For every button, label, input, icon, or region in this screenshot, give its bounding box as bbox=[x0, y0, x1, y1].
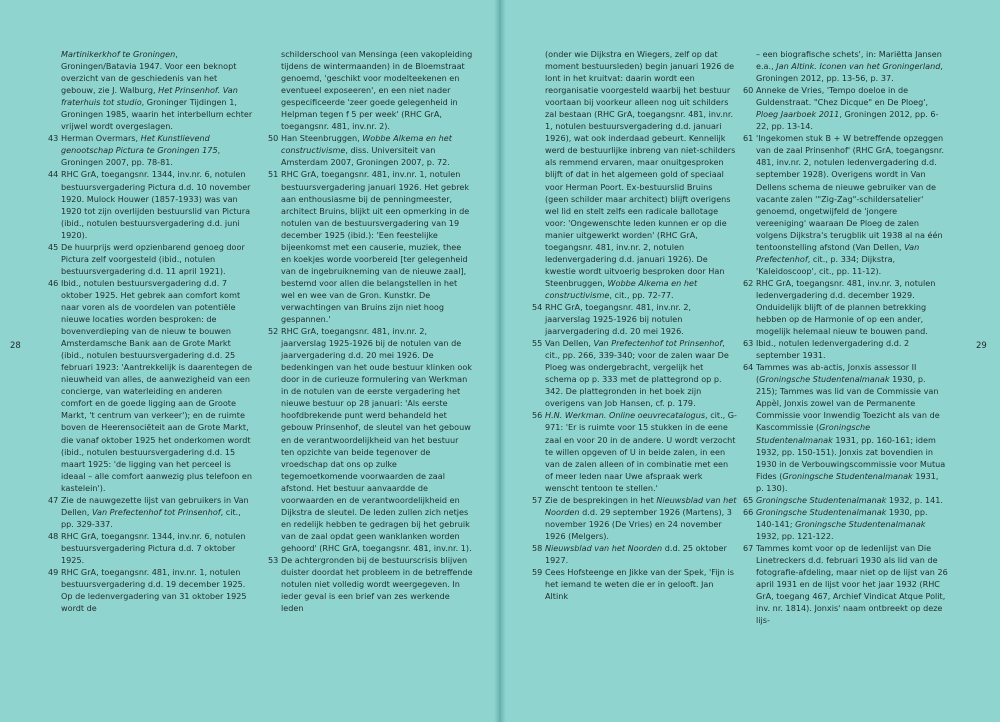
footnote-text: RHC GrA, toegangsnr. 481, inv.nr. 3, notulen ledenvergadering d.d. december 1929. Onduidelijk blijft of de plannen betrekking hebben op de Harmonie of op een ander, mogelijk helemaal nieuw te bouwen pand. bbox=[756, 277, 936, 337]
footnote-text: Tammes komt voor op de ledenlijst van Die Linetreckers d.d. februari 1930 als lid van de fotografie-afdeling, maar niet op de lijst van 26 april 1931 en de lijst voor het jaar 1932 (RHC GrA, toegang 467, Archief Vindicat Atque Polit, inv. nr. 1814). Jonxis' naam ontbreekt op deze lijs- bbox=[756, 542, 948, 626]
footnote-number: 43 bbox=[48, 133, 59, 144]
footnote bbox=[268, 554, 473, 614]
footnote-text: Anneke de Vries, 'Tempo doeloe in de Guldenstraat. "Chez Dicque" en De Ploeg', Ploeg Jaarboek 2011, Groningen 2012, pp. 6-22, pp. 13-14. bbox=[756, 85, 939, 132]
footnotes-column-4 bbox=[743, 48, 948, 626]
footnote-text: De achtergronden bij de bestuurscrisis blijven duister doordat het probleem in de betreffende notulen niet volledig wordt weergegeven. In ieder geval is een brief van zes werkende leden bbox=[281, 554, 473, 614]
footnote-text: Nieuwsblad van het Noorden d.d. 25 oktober 1927. bbox=[545, 542, 727, 565]
footnote-number: 64 bbox=[743, 362, 754, 373]
footnote bbox=[48, 48, 253, 132]
page-number-left: 28 bbox=[10, 341, 21, 351]
footnote-text: De huurprijs werd opzienbarend genoeg door Pictura zelf voorgesteld (ibid., notulen bestuursvergadering d.d. 11 april 1921). bbox=[61, 241, 245, 276]
footnote bbox=[743, 361, 948, 494]
footnote bbox=[743, 542, 948, 626]
footnote bbox=[48, 530, 253, 566]
footnote-number: 60 bbox=[743, 85, 754, 96]
footnote-text: Han Steenbruggen, Wobbe Alkema en het constructivisme, diss. Universiteit van Amsterdam 2007, Groningen 2007, p. 72. bbox=[281, 133, 452, 168]
footnote-text: Martinikerkhof te Groningen, Groningen/Batavia 1947. Voor een beknopt overzicht van de geschiedenis van het gebouw, zie J. Walburg, Het Prinsenhof. Van fraterhuis tot studio, Groninger Tijdingen 1, Groningen 1985, waarin het interbellum echter vrijwel wordt overgeslagen. bbox=[61, 49, 253, 132]
footnote bbox=[532, 409, 737, 493]
footnote-number: 59 bbox=[532, 567, 543, 578]
footnote bbox=[268, 48, 473, 132]
footnote-number: 52 bbox=[268, 326, 279, 337]
footnote-number: 46 bbox=[48, 277, 59, 288]
footnote-text: Tammes was ab-actis, Jonxis assessor II (Groningsche Studentenalmanak 1930, p. 215); Tammes was lid van de Commissie van Appèl, Jonxis zowel van de Permanente Commissie voor Inwendig Toezicht als van de Kascommissie (Groningsche Studentenalmanak 1931, pp. 160-161; idem 1932, pp. 150-151). Jonxis zat bovendien in 1930 in de Verbouwingscommissie voor Mutua Fides (Groningsche Studentenalmanak 1931, p. 130). bbox=[756, 362, 946, 493]
footnote bbox=[532, 566, 737, 602]
footnote bbox=[743, 84, 948, 132]
footnote-text: Ibid., notulen ledenvergadering d.d. 2 september 1931. bbox=[756, 338, 910, 361]
footnote-text: H.N. Werkman. Online oeuvrecatalogus, cit., G-971: 'Er is ruimte voor 15 stukken in de eene zaal en voor 20 in de andere. U wordt verzocht te willen opgeven of U in beide zalen, in een van de zalen alleen of in combinatie met een of meer leden naar Uwe afspraak werk wenscht tentoon te stellen.' bbox=[545, 410, 737, 493]
footnote-number: 47 bbox=[48, 494, 59, 505]
footnote bbox=[48, 168, 253, 240]
footnote-text: RHC GrA, toegangsnr. 481, inv.nr. 1, notulen bestuursvergadering d.d. 19 december 1925. Op de ledenvergadering van 31 oktober 1925 wordt de bbox=[61, 567, 247, 614]
footnote bbox=[743, 337, 948, 361]
footnote-number: 49 bbox=[48, 567, 59, 578]
footnote-number: 45 bbox=[48, 241, 59, 252]
footnote-number: 58 bbox=[532, 542, 543, 553]
footnote-text: Herman Overmars, Het Kunstlievend genootschap Pictura te Groningen 175, Groningen 2007, pp. 78-81. bbox=[61, 133, 221, 168]
footnote bbox=[532, 301, 737, 337]
footnote bbox=[48, 241, 253, 277]
footnote-text: RHC GrA, toegangsnr. 481, inv.nr. 1, notulen bestuursvergadering januari 1926. Het gebrek aan enthousiasme bij de penningmeester, architect Bruins, blijkt uit een opmerking in de notulen van de bestuursvergadering van 19 december 1925 (ibid.): 'Een feestelijke bijeenkomst met een causerie, muziek, thee en koekjes worde voorbereid [ter gelegenheid van de ingebruikneming van de nieuwe zaal], bestemd voor allen die belangstellen in het wel en wee van de Gron. Kunstkr. De verwachtingen van Bruins zijn niet hoog gespannen.' bbox=[281, 169, 470, 325]
footnote bbox=[532, 542, 737, 566]
footnote bbox=[532, 48, 737, 301]
footnote-number: 63 bbox=[743, 338, 754, 349]
footnote-number: 62 bbox=[743, 277, 754, 288]
footnote-number: 48 bbox=[48, 530, 59, 541]
footnote-number: 61 bbox=[743, 133, 754, 144]
footnote-number: 66 bbox=[743, 506, 754, 517]
footnote-number: 53 bbox=[268, 554, 279, 565]
footnote bbox=[743, 132, 948, 277]
footnote-text: schilderschool van Mensinga (een vakopleiding tijdens de wintermaanden) in de Bloemstraat genoemd, 'geschikt voor modelteekenen en eventueel exposeeren', en een niet nader gespecificeerde 'zeer goede gelegenheid in Helpman tegen f 5 per week' (RHC GrA, toegangsnr. 481, inv.nr. 2). bbox=[281, 49, 473, 132]
footnote-number: 55 bbox=[532, 338, 543, 349]
footnote-text: (onder wie Dijkstra en Wiegers, zelf op dat moment bestuursleden) begin januari 1926 de lont in het kruitvat: daarin wordt een reorganisatie voorgesteld waarbij het bestuur voortaan bij voorkeur alleen nog uit schilders zal bestaan (RHC GrA, toegangsnr. 481, inv.nr. 1, notulen bestuursvergadering d.d. januari 1926), wat ook inderdaad gebeurt. Kennelijk werd de bestuurlijke inbreng van niet-schilders als remmend ervaren, maar onuitgesproken blijft of dat in het algemeen gold of speciaal voor Herman Poort. Ex-bestuurslid Bruins (geen schilder maar architect) blijft overigens wel lid en stelt zelfs een radicale ballotage voor: 'Ongewenschte leden kunnen er op die manier uitgewerkt worden' (RHC GrA, toegangsnr. 481, inv.nr. 2, notulen ledenvergadering d.d. januari 1926). De kwestie wordt uitvoerig besproken door Han Steenbruggen, Wobbe Alkema en het constructivisme, cit., pp. 72-77. bbox=[545, 49, 736, 300]
footnote-number: 44 bbox=[48, 169, 59, 180]
footnote-text: Van Dellen, Van Prefectenhof tot Prinsenhof, cit., pp. 266, 339-340; voor de zalen waar De Ploeg was ondergebracht, vergelijk het schema op p. 333 met de plattegrond op p. 342. De plattegronden in het boek zijn overigens van Job Hansen, cf. p. 179. bbox=[545, 338, 729, 409]
footnote-number: 56 bbox=[532, 410, 543, 421]
footnote-text: Groningsche Studentenalmanak 1932, p. 141. bbox=[756, 494, 943, 505]
footnote bbox=[743, 506, 948, 542]
footnote-text: RHC GrA, toegangsnr. 1344, inv.nr. 6, notulen bestuursvergadering Pictura d.d. 7 oktober 1925. bbox=[61, 530, 246, 565]
book-gutter bbox=[494, 0, 506, 722]
footnote bbox=[48, 132, 253, 168]
footnote-text: – een biografische schets', in: Mariëtta Jansen e.a., Jan Altink. Iconen van het Groningerland, Groningen 2012, pp. 13-56, p. 37. bbox=[756, 49, 943, 84]
footnote-text: Cees Hofsteenge en Jikke van der Spek, 'Fijn is het iemand te weten die er in gelooft. Jan Altink bbox=[545, 567, 734, 602]
footnote bbox=[268, 168, 473, 325]
footnote bbox=[743, 277, 948, 337]
footnote-text: Ibid., notulen bestuursvergadering d.d. 7 oktober 1925. Het gebrek aan comfort komt naar voren als de voordelen van potentiële nieuwe locaties worden besproken: de bovenverdieping van de nieuw te bouwen Amsterdamsche Bank aan de Grote Markt (ibid., notulen bestuursvergadering d.d. 25 februari 1923: 'Aantrekkelijk is daarentegen de nieuwheid van alles, de aanwezigheid van een concierge, van waterleiding en anderen comfort en de goede ligging aan de Groote Markt, 't centrum van verkeer'); en de ruimte boven de Heerensociëteit aan de Grote Markt, die vanaf oktober 1925 het onderkomen wordt (ibid., notulen bestuursvergadering d.d. 15 maart 1925: 'de ligging van het perceel is ideaal – alle comfort aanwezig plus telefoon en kastelein'). bbox=[61, 277, 253, 493]
footnote-number: 65 bbox=[743, 494, 754, 505]
footnotes-column-3 bbox=[532, 48, 737, 602]
footnote-number: 51 bbox=[268, 169, 279, 180]
footnote-text: RHC GrA, toegangsnr. 481, inv.nr. 2, jaarverslag 1925-1926 bij notulen jaarvergadering d.d. 20 mei 1926. bbox=[545, 301, 692, 337]
footnote-text: Zie de nauwgezette lijst van gebruikers in Van Dellen, Van Prefectenhof tot Prinsenhof, cit., pp. 329-337. bbox=[61, 494, 249, 529]
footnote-number: 50 bbox=[268, 133, 279, 144]
footnote bbox=[532, 494, 737, 542]
footnote bbox=[48, 566, 253, 614]
footnote-text: RHC GrA, toegangsnr. 481, inv.nr. 2, jaarverslag 1925-1926 bij de notulen van de jaarvergadering d.d. 20 mei 1926. De bedenkingen van het oude bestuur klinken ook door in de curieuze formulering van Werkman in de notulen van de eerste vergadering het nieuwe bestuur op 28 januari: 'Als eerste hoofdbrekende punt werd behandeld het gebouw Prinsenhof, de sleutel van het gebouw en de verantwoordelijkheid van het bestuur ten opzichte van beide tegenover de vroedschap dat ons op zulke tegemoetkomende voorwaarden de zaal afstond. Het bestuur aanvaardde de voorwaarden en de verantwoordelijkheid en Dijkstra de sleutel. De leden zullen zich netjes en redelijk hebben te gedragen bij het gebruik van de zaal opdat geen wanklanken worden gehoord' (RHC GrA, toegangsnr. 481, inv.nr. 1). bbox=[281, 326, 472, 553]
footnote-number: 54 bbox=[532, 301, 543, 312]
footnote bbox=[48, 277, 253, 494]
footnotes-column-1 bbox=[48, 48, 253, 614]
page-number-right: 29 bbox=[976, 341, 987, 351]
footnote bbox=[268, 132, 473, 168]
footnote-number: 67 bbox=[743, 542, 754, 553]
footnote-text: 'Ingekomen stuk B + W betreffende opzeggen van de zaal Prinsenhof' (RHC GrA, toegangsnr. 481, inv.nr. 2, notulen ledenvergadering d.d. september 1928). Overigens wordt in Van Dellens schema de nieuwe gebruiker van de vacante zalen '"Zig-Zag"-schildersatelier' genoemd, ongetwijfeld de 'jongere vereeniging' waaraan De Ploeg de zalen volgens Dijkstra's terugblik uit 1938 al na één tentoonstelling afstond (Van Dellen, Van Prefectenhof, cit., p. 334; Dijkstra, 'Kaleidoscoop', cit., pp. 11-12). bbox=[756, 133, 944, 276]
footnote-number: 57 bbox=[532, 494, 543, 505]
footnotes-column-2 bbox=[268, 48, 473, 614]
footnote bbox=[48, 494, 253, 530]
footnote-text: Groningsche Studentenalmanak 1930, pp. 140-141; Groningsche Studentenalmanak 1932, pp. 121-122. bbox=[756, 506, 928, 541]
footnote-text: RHC GrA, toegangsnr. 1344, inv.nr. 6, notulen bestuursvergadering Pictura d.d. 10 november 1920. Mulock Houwer (1857-1933) was van 1920 tot zijn overlijden bestuurslid van Pictura (ibid., notulen bestuursvergadering d.d. juni 1920). bbox=[61, 169, 251, 240]
footnote bbox=[743, 494, 948, 506]
footnote bbox=[743, 48, 948, 84]
footnote bbox=[532, 337, 737, 409]
footnote bbox=[268, 325, 473, 554]
footnote-text: Zie de besprekingen in het Nieuwsblad van het Noorden d.d. 29 september 1926 (Martens), 3 november 1926 (De Vries) en 24 november 1926 (Melgers). bbox=[545, 494, 737, 541]
